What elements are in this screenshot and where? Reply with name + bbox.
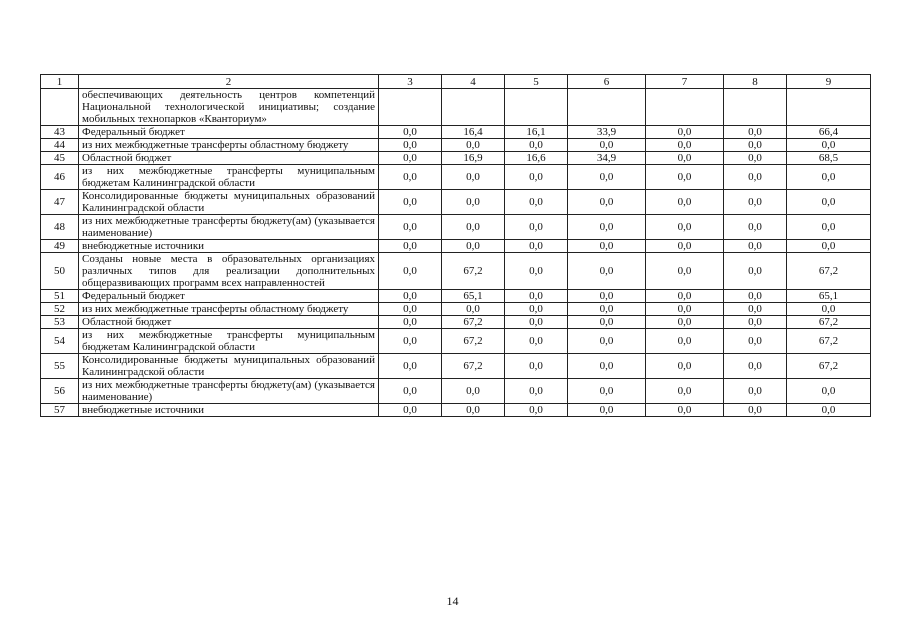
value-cell-col-6: 0,0 <box>568 379 646 404</box>
value-cell-col-6: 0,0 <box>568 316 646 329</box>
row-number: 43 <box>41 126 79 139</box>
value-cell-col-8: 0,0 <box>724 404 787 417</box>
value-cell-col-4: 67,2 <box>442 316 505 329</box>
row-number: 44 <box>41 139 79 152</box>
value-cell-col-5: 0,0 <box>505 316 568 329</box>
value-cell-col-8: 0,0 <box>724 354 787 379</box>
value-cell-col-5: 0,0 <box>505 303 568 316</box>
value-cell-col-6: 0,0 <box>568 354 646 379</box>
value-cell-col-3: 0,0 <box>379 215 442 240</box>
table-row <box>41 165 871 190</box>
table-row <box>41 290 871 303</box>
row-number: 54 <box>41 329 79 354</box>
row-description: из них межбюджетные трансферты муниципальным бюджетам Калининградской области <box>79 165 379 190</box>
value-cell-col-3: 0,0 <box>379 379 442 404</box>
row-description: из них межбюджетные трансферты бюджету(ам) (указывается наименование) <box>79 215 379 240</box>
value-cell-col-5: 0,0 <box>505 354 568 379</box>
value-cell-col-7: 0,0 <box>646 215 724 240</box>
value-cell-col-8: 0,0 <box>724 290 787 303</box>
value-cell-col-3: 0,0 <box>379 190 442 215</box>
value-cell-col-3: 0,0 <box>379 290 442 303</box>
table-row <box>41 253 871 290</box>
value-cell-col-4: 0,0 <box>442 165 505 190</box>
value-cell-col-9: 0,0 <box>787 190 871 215</box>
value-cell-col-7 <box>646 89 724 126</box>
value-cell-col-5: 0,0 <box>505 215 568 240</box>
value-cell-col-9: 65,1 <box>787 290 871 303</box>
value-cell-col-3: 0,0 <box>379 303 442 316</box>
row-number: 55 <box>41 354 79 379</box>
value-cell-col-8: 0,0 <box>724 240 787 253</box>
value-cell-col-9: 0,0 <box>787 139 871 152</box>
value-cell-col-9: 0,0 <box>787 215 871 240</box>
value-cell-col-3: 0,0 <box>379 329 442 354</box>
value-cell-col-6: 0,0 <box>568 215 646 240</box>
value-cell-col-8: 0,0 <box>724 303 787 316</box>
value-cell-col-4: 0,0 <box>442 139 505 152</box>
table-row <box>41 240 871 253</box>
value-cell-col-6: 0,0 <box>568 165 646 190</box>
value-cell-col-3: 0,0 <box>379 316 442 329</box>
value-cell-col-7: 0,0 <box>646 139 724 152</box>
value-cell-col-6: 0,0 <box>568 303 646 316</box>
row-description: внебюджетные источники <box>79 240 379 253</box>
value-cell-col-6 <box>568 89 646 126</box>
value-cell-col-9: 68,5 <box>787 152 871 165</box>
value-cell-col-4: 67,2 <box>442 253 505 290</box>
value-cell-col-9: 66,4 <box>787 126 871 139</box>
column-header-3: 3 <box>379 75 442 89</box>
value-cell-col-3: 0,0 <box>379 404 442 417</box>
table-row <box>41 329 871 354</box>
value-cell-col-6: 0,0 <box>568 190 646 215</box>
column-header-4: 4 <box>442 75 505 89</box>
table-row <box>41 152 871 165</box>
row-number: 51 <box>41 290 79 303</box>
value-cell-col-8: 0,0 <box>724 190 787 215</box>
row-description: из них межбюджетные трансферты областному бюджету <box>79 303 379 316</box>
row-description: Областной бюджет <box>79 152 379 165</box>
value-cell-col-5: 0,0 <box>505 240 568 253</box>
value-cell-col-7: 0,0 <box>646 165 724 190</box>
value-cell-col-7: 0,0 <box>646 404 724 417</box>
value-cell-col-5: 0,0 <box>505 404 568 417</box>
value-cell-col-3 <box>379 89 442 126</box>
row-number: 52 <box>41 303 79 316</box>
value-cell-col-3: 0,0 <box>379 139 442 152</box>
value-cell-col-3: 0,0 <box>379 126 442 139</box>
table-body <box>41 89 871 417</box>
value-cell-col-6: 0,0 <box>568 253 646 290</box>
value-cell-col-3: 0,0 <box>379 152 442 165</box>
value-cell-col-3: 0,0 <box>379 253 442 290</box>
value-cell-col-7: 0,0 <box>646 379 724 404</box>
value-cell-col-9: 67,2 <box>787 329 871 354</box>
value-cell-col-4: 65,1 <box>442 290 505 303</box>
row-number: 56 <box>41 379 79 404</box>
value-cell-col-6: 0,0 <box>568 329 646 354</box>
row-number: 50 <box>41 253 79 290</box>
value-cell-col-4: 0,0 <box>442 404 505 417</box>
value-cell-col-4: 0,0 <box>442 190 505 215</box>
value-cell-col-4: 16,4 <box>442 126 505 139</box>
value-cell-col-8: 0,0 <box>724 139 787 152</box>
row-description: Консолидированные бюджеты муниципальных образований Калининградской области <box>79 190 379 215</box>
value-cell-col-7: 0,0 <box>646 126 724 139</box>
value-cell-col-5: 16,1 <box>505 126 568 139</box>
value-cell-col-5: 16,6 <box>505 152 568 165</box>
row-description: Консолидированные бюджеты муниципальных образований Калининградской области <box>79 354 379 379</box>
row-description: Федеральный бюджет <box>79 126 379 139</box>
table-row <box>41 379 871 404</box>
value-cell-col-3: 0,0 <box>379 240 442 253</box>
value-cell-col-6: 0,0 <box>568 404 646 417</box>
row-description: внебюджетные источники <box>79 404 379 417</box>
table-header-row <box>41 75 871 89</box>
value-cell-col-5: 0,0 <box>505 329 568 354</box>
column-header-8: 8 <box>724 75 787 89</box>
table-row <box>41 126 871 139</box>
value-cell-col-6: 33,9 <box>568 126 646 139</box>
value-cell-col-4: 0,0 <box>442 240 505 253</box>
row-description: из них межбюджетные трансферты муниципальным бюджетам Калининградской области <box>79 329 379 354</box>
value-cell-col-6: 0,0 <box>568 290 646 303</box>
value-cell-col-9: 0,0 <box>787 165 871 190</box>
value-cell-col-5 <box>505 89 568 126</box>
value-cell-col-7: 0,0 <box>646 152 724 165</box>
value-cell-col-4: 16,9 <box>442 152 505 165</box>
value-cell-col-7: 0,0 <box>646 354 724 379</box>
page-number: 14 <box>446 594 459 608</box>
value-cell-col-9: 67,2 <box>787 316 871 329</box>
table-row <box>41 303 871 316</box>
table-row <box>41 404 871 417</box>
value-cell-col-8: 0,0 <box>724 165 787 190</box>
value-cell-col-7: 0,0 <box>646 253 724 290</box>
column-header-7: 7 <box>646 75 724 89</box>
value-cell-col-8: 0,0 <box>724 126 787 139</box>
value-cell-col-5: 0,0 <box>505 165 568 190</box>
value-cell-col-7: 0,0 <box>646 190 724 215</box>
row-number: 47 <box>41 190 79 215</box>
value-cell-col-8: 0,0 <box>724 253 787 290</box>
row-description: Созданы новые места в образовательных организациях различных типов для реализации дополнительных общеразвивающих программ всех направленностей <box>79 253 379 290</box>
value-cell-col-4 <box>442 89 505 126</box>
value-cell-col-8: 0,0 <box>724 215 787 240</box>
value-cell-col-9 <box>787 89 871 126</box>
value-cell-col-5: 0,0 <box>505 139 568 152</box>
column-header-5: 5 <box>505 75 568 89</box>
table-row <box>41 354 871 379</box>
value-cell-col-7: 0,0 <box>646 290 724 303</box>
value-cell-col-7: 0,0 <box>646 329 724 354</box>
column-header-9: 9 <box>787 75 871 89</box>
value-cell-col-4: 0,0 <box>442 215 505 240</box>
value-cell-col-3: 0,0 <box>379 165 442 190</box>
row-description: из них межбюджетные трансферты бюджету(ам) (указывается наименование) <box>79 379 379 404</box>
value-cell-col-9: 0,0 <box>787 303 871 316</box>
row-description: обеспечивающих деятельность центров компетенций Национальной технологической инициативы; создание мобильных технопарков «Кванториум» <box>79 89 379 126</box>
value-cell-col-4: 0,0 <box>442 303 505 316</box>
value-cell-col-9: 67,2 <box>787 253 871 290</box>
value-cell-col-5: 0,0 <box>505 290 568 303</box>
value-cell-col-4: 67,2 <box>442 329 505 354</box>
value-cell-col-9: 0,0 <box>787 404 871 417</box>
value-cell-col-8: 0,0 <box>724 329 787 354</box>
value-cell-col-4: 0,0 <box>442 379 505 404</box>
row-number: 53 <box>41 316 79 329</box>
value-cell-col-7: 0,0 <box>646 303 724 316</box>
value-cell-col-6: 34,9 <box>568 152 646 165</box>
value-cell-col-5: 0,0 <box>505 190 568 215</box>
table-row <box>41 190 871 215</box>
row-number: 57 <box>41 404 79 417</box>
table-row <box>41 215 871 240</box>
row-number: 46 <box>41 165 79 190</box>
row-number: 45 <box>41 152 79 165</box>
table-row <box>41 89 871 126</box>
column-header-1: 1 <box>41 75 79 89</box>
value-cell-col-6: 0,0 <box>568 139 646 152</box>
value-cell-col-8 <box>724 89 787 126</box>
table-row <box>41 139 871 152</box>
value-cell-col-8: 0,0 <box>724 152 787 165</box>
column-header-6: 6 <box>568 75 646 89</box>
value-cell-col-7: 0,0 <box>646 240 724 253</box>
row-number: 48 <box>41 215 79 240</box>
value-cell-col-5: 0,0 <box>505 253 568 290</box>
value-cell-col-7: 0,0 <box>646 316 724 329</box>
table-row <box>41 316 871 329</box>
column-header-2: 2 <box>79 75 379 89</box>
row-description: Областной бюджет <box>79 316 379 329</box>
budget-table <box>40 74 871 417</box>
value-cell-col-6: 0,0 <box>568 240 646 253</box>
value-cell-col-3: 0,0 <box>379 354 442 379</box>
value-cell-col-9: 0,0 <box>787 379 871 404</box>
value-cell-col-4: 67,2 <box>442 354 505 379</box>
row-description: из них межбюджетные трансферты областному бюджету <box>79 139 379 152</box>
value-cell-col-9: 67,2 <box>787 354 871 379</box>
value-cell-col-5: 0,0 <box>505 379 568 404</box>
value-cell-col-8: 0,0 <box>724 379 787 404</box>
row-description: Федеральный бюджет <box>79 290 379 303</box>
value-cell-col-9: 0,0 <box>787 240 871 253</box>
value-cell-col-8: 0,0 <box>724 316 787 329</box>
row-number <box>41 89 79 126</box>
row-number: 49 <box>41 240 79 253</box>
